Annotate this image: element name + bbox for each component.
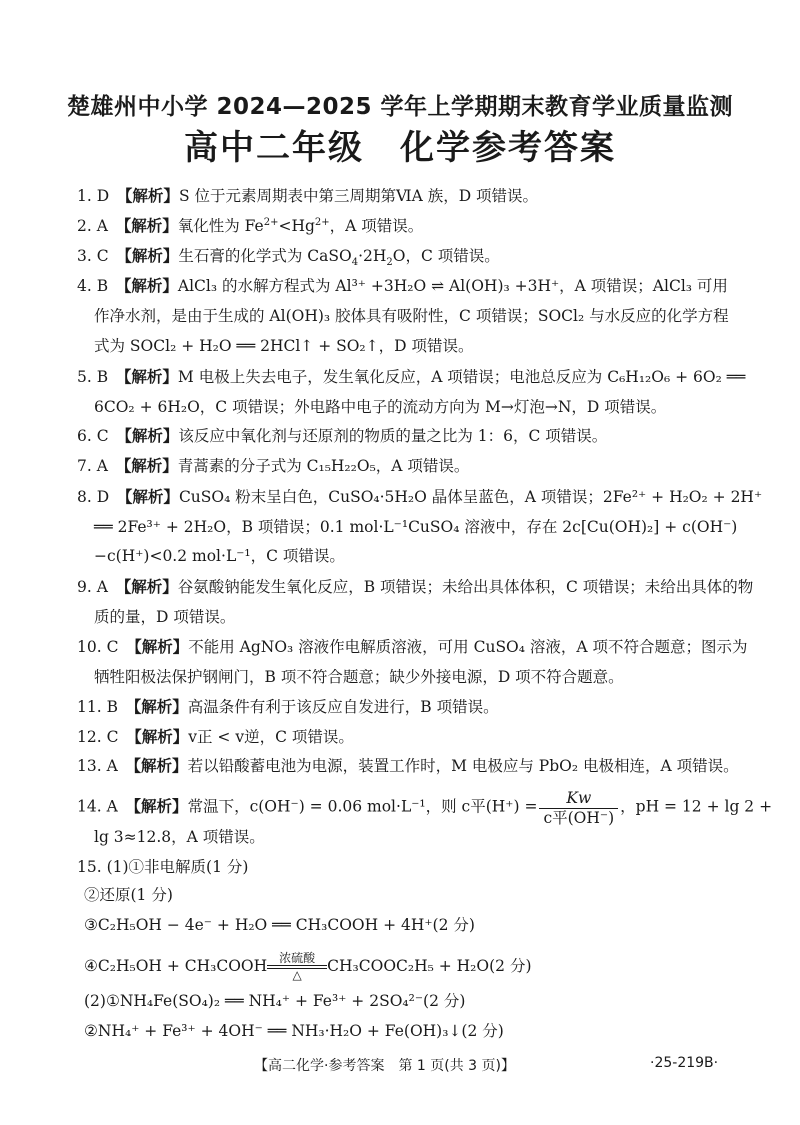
analysis-tag: 【解析】 [133,757,188,775]
analysis-tag: 【解析】 [123,578,178,596]
answer-number: 1. D [77,187,110,205]
answer-text: 青蒿素的分子式为 C₁₅H₂₂O₅，A 项错误。 [177,457,470,475]
answer-5-line-2: 6CO₂ + 6H₂O，C 项错误；外电路中电子的流动方向为 M→灯泡→N，D 项错误。 [94,398,667,416]
answer-10 [77,637,748,657]
analysis-tag: 【解析】 [133,698,188,716]
analysis-tag: 【解析】 [123,217,178,235]
answer-15-head: 15. (1)①非电解质(1 分) [77,858,249,876]
fraction-denominator: c平(OH⁻) [543,809,615,827]
answer-8-line-2: ══ 2Fe³⁺ + 2H₂O，B 项错误；0.1 mol·L⁻¹CuSO₄ 溶液中，存在 2c[Cu(OH)₂] + c(OH⁻) [94,518,738,536]
analysis-tag: 【解析】 [124,187,179,205]
answer-text: 常温下，c(OH⁻) = 0.06 mol·L⁻¹，则 c平(H⁺) = [187,797,538,816]
answer-10-line-2: 牺牲阳极法保护钢闸门，B 项不符合题意；缺少外接电源，D 项不符合题意。 [94,668,624,686]
answer-14 [77,788,772,827]
answer-15-part-6: ②NH₄⁺ + Fe³⁺ + 4OH⁻ ══ NH₃·H₂O + Fe(OH)₃↓(2 分) [84,1022,504,1040]
answer-4-line-3: 式为 SOCl₂ + H₂O ══ 2HCl↑ + SO₂↑，D 项错误。 [94,337,474,355]
answer-number: 3. C [77,247,109,265]
answer-5 [77,367,745,387]
answer-text: 氧化性为 $Fe^{2+}<Hg^{2+}$，A 项错误。 [177,216,424,235]
analysis-tag: 【解析】 [124,427,179,445]
answer-number: 8. D [77,488,110,506]
reaction-condition [267,952,327,982]
answer-number: 13. A [77,757,118,775]
answer-number: 4. B [77,277,109,295]
answer-text: 高温条件有利于该反应自发进行，B 项错误。 [187,698,499,716]
answer-15-part-5: (2)①NH₄Fe(SO₄)₂ ══ NH₄⁺ + Fe³⁺ + 2SO₄²⁻(2 分) [84,992,466,1010]
answer-number: 6. C [77,427,109,445]
answer-text: 不能用 AgNO₃ 溶液作电解质溶液，可用 CuSO₄ 溶液，A 项不符合题意；图示为 [188,638,748,656]
catalyst-label: 浓硫酸 [279,951,316,965]
exam-title: 楚雄州中小学 2024—2025 学年上学期期末教育学业质量监测 [66,94,734,120]
answer-text: 若以铅酸蓄电池为电源，装置工作时，M 电极应与 PbO₂ 电极相连，A 项错误。 [187,757,739,775]
answer-1 [77,186,538,206]
answer-12 [77,727,354,747]
answer-13 [77,756,739,776]
fraction [539,788,618,827]
answer-6 [77,426,607,446]
answer-15-part-3: ③C₂H₅OH − 4e⁻ + H₂O ══ CH₃COOH + 4H⁺(2 分) [84,916,475,934]
equation-left: ④C₂H₅OH + CH₃COOH [84,957,268,975]
answer-9-line-2: 质的量，D 项错误。 [94,608,236,626]
answer-number: 11. B [77,698,118,716]
fraction-numerator: Kw [539,788,618,809]
answer-number: 12. C [77,728,119,746]
answer-text: v正 < v逆，C 项错误。 [188,728,354,746]
answer-number: 14. A [77,797,118,816]
answer-text: S 位于元素周期表中第三周期第ⅥA 族，D 项错误。 [178,187,539,205]
answer-15-part-4 [84,952,532,982]
answer-11 [77,697,499,717]
answer-9 [77,577,753,597]
analysis-tag: 【解析】 [133,638,189,656]
answer-text: AlCl₃ 的水解方程式为 Al³⁺ +3H₂O ⇌ Al(OH)₃ +3H⁺，A 项错误；AlCl₃ 可用 [177,277,728,295]
footer-code: ·25-219B· [650,1055,719,1071]
answer-number: 10. C [77,638,119,656]
answer-number: 7. A [77,457,108,475]
answer-number: 9. A [77,578,108,596]
answer-number: 2. A [77,217,108,235]
analysis-tag: 【解析】 [123,457,178,475]
equation-right: CH₃COOC₂H₅ + H₂O(2 分) [327,957,532,975]
answer-text: 谷氨酸钠能发生氧化反应，B 项错误；未给出具体体积，C 项错误；未给出具体的物 [177,578,754,596]
footer-page-info: 【高二化学·参考答案 第 1 页(共 3 页)】 [254,1058,515,1074]
answer-8 [77,487,762,507]
answer-3 [77,246,500,269]
answer-text: M 电极上失去电子，发生氧化反应，A 项错误；电池总反应为 C₆H₁₂O₆ + 6O₂ ══ [177,368,746,386]
answer-text-tail: ，pH = 12 + lg 2 + [620,797,773,816]
answer-number: 5. B [77,368,109,386]
analysis-tag: 【解析】 [123,277,178,295]
answer-text: CuSO₄ 粉末呈白色，CuSO₄·5H₂O 晶体呈蓝色，A 项错误；2Fe²⁺ + H₂O₂ + 2H⁺ [178,488,763,506]
analysis-tag: 【解析】 [123,368,178,386]
answer-text: 该反应中氧化剂与还原剂的物质的量之比为 1：6，C 项错误。 [178,427,608,445]
answer-8-line-3: −c(H⁺)<0.2 mol·L⁻¹，C 项错误。 [94,547,345,565]
answer-15-part-2: ②还原(1 分) [84,886,173,904]
answer-14-line-2: lg 3≈12.8，A 项错误。 [94,828,265,846]
answer-text: 生石膏的化学式为 $CaSO_4\cdot 2H_2O$，C 项错误。 [178,247,500,269]
analysis-tag: 【解析】 [124,488,179,506]
answer-7 [77,456,469,476]
analysis-tag: 【解析】 [124,247,179,265]
answer-2 [77,216,423,236]
answer-4-line-2: 作净水剂，是由于生成的 Al(OH)₃ 胶体具有吸附性，C 项错误；SOCl₂ 与水反应的化学方程 [94,307,729,325]
answer-4 [77,276,728,296]
heat-symbol: △ [292,968,302,982]
analysis-tag: 【解析】 [133,797,188,816]
page-title: 高中二年级 化学参考答案 [184,128,616,168]
analysis-tag: 【解析】 [133,728,189,746]
